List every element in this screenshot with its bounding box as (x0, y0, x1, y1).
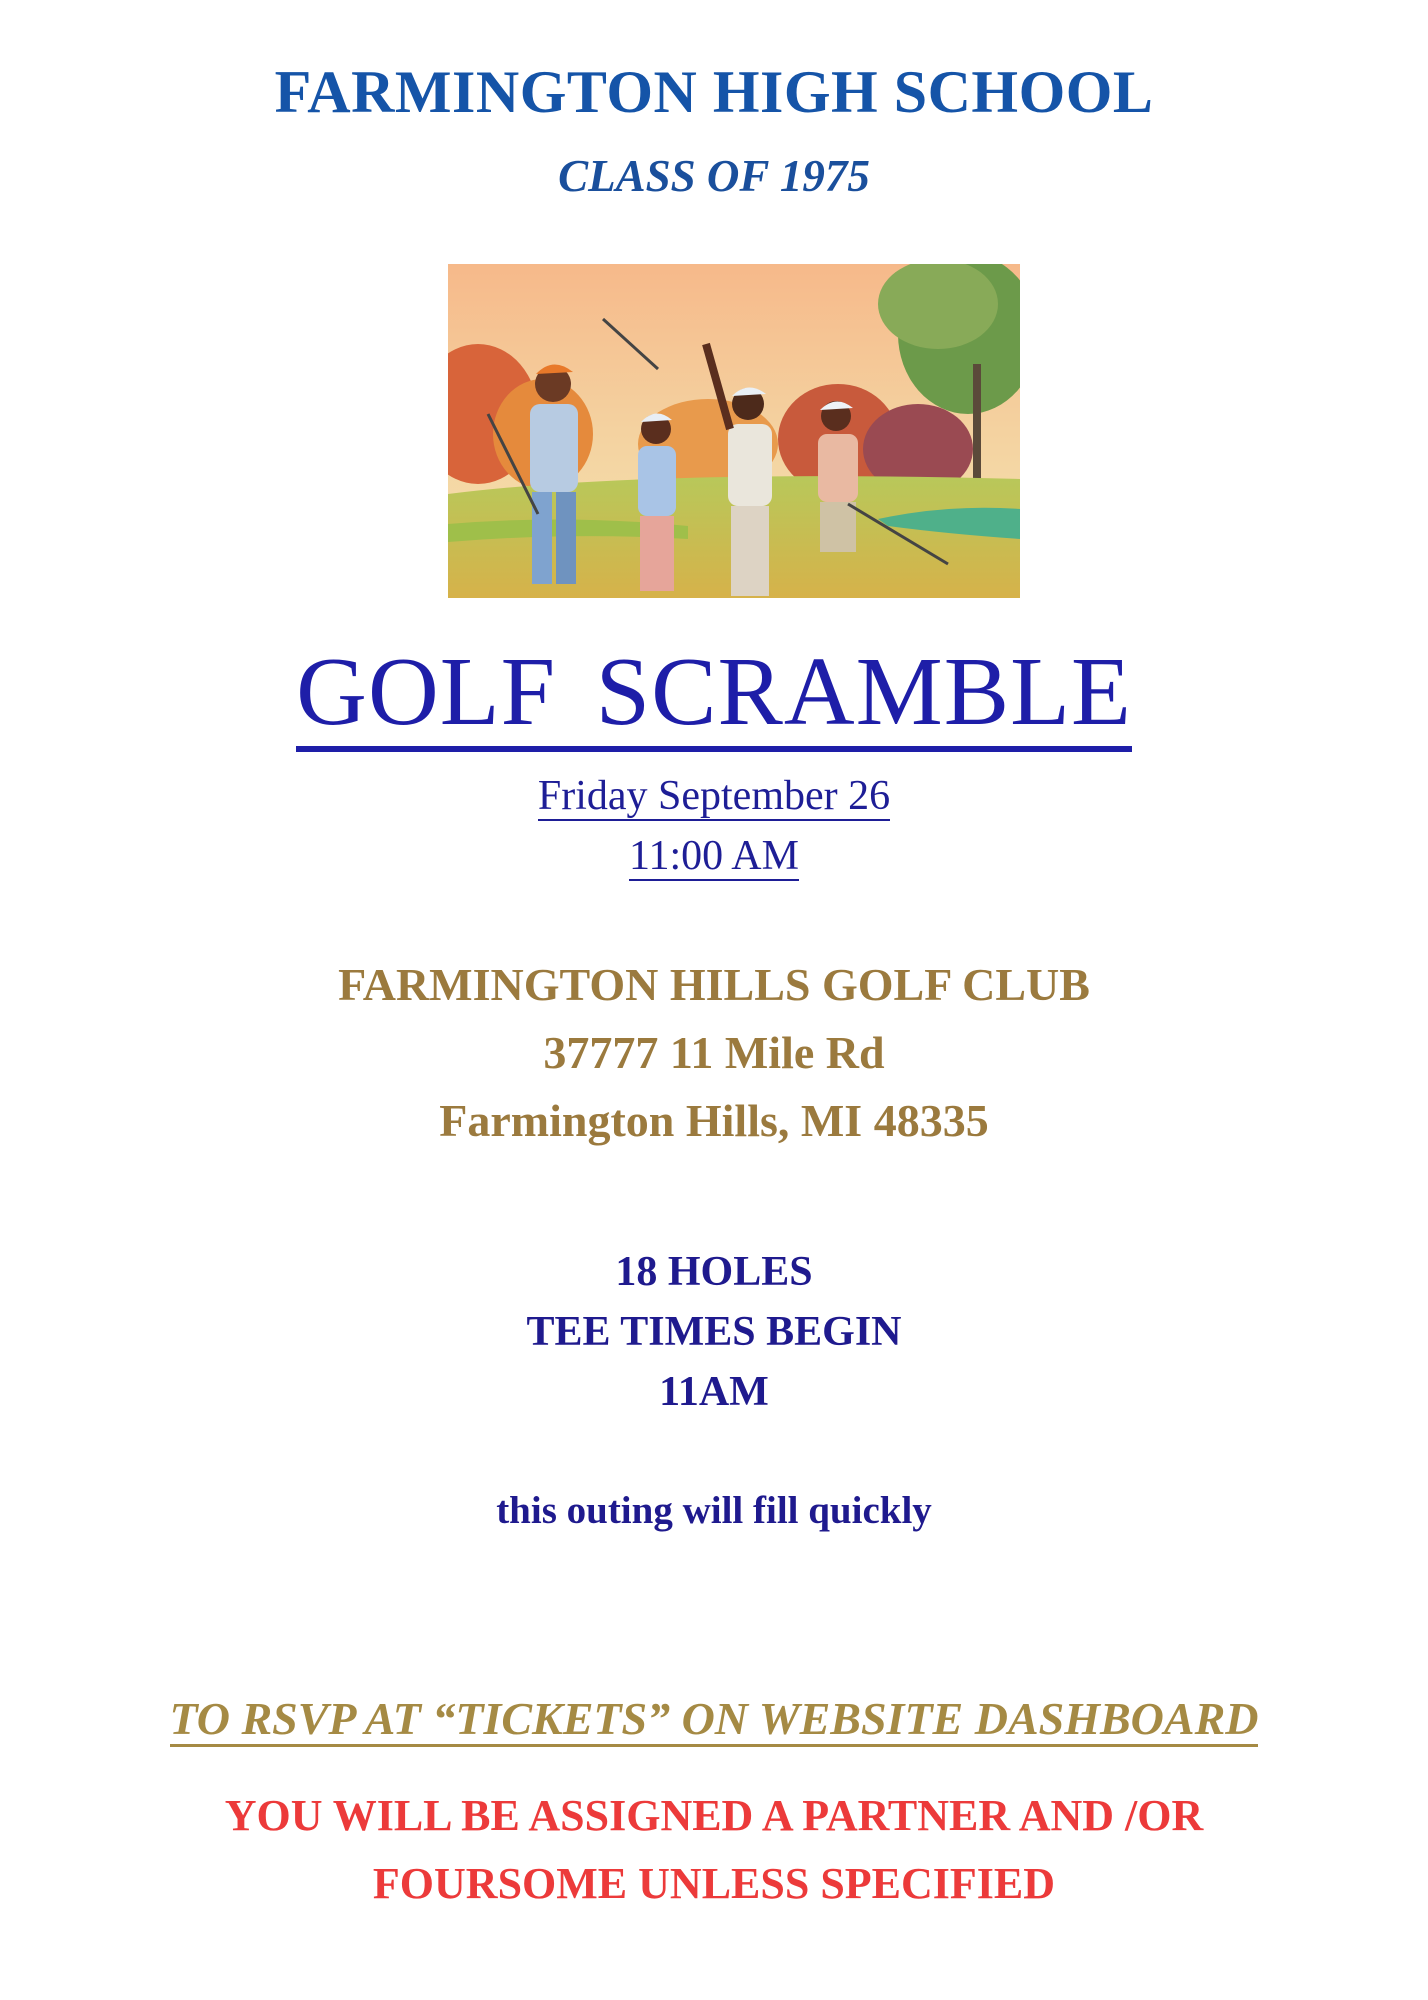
event-title: GOLF SCRAMBLE (0, 636, 1428, 748)
tee-times-label: TEE TIMES BEGIN (526, 1309, 902, 1355)
tee-start-time: 11AM (659, 1369, 769, 1415)
venue-name: FARMINGTON HILLS GOLF CLUB (338, 959, 1090, 1010)
rsvp-instruction: TO RSVP AT “TICKETS” ON WEBSITE DASHBOARD (0, 1692, 1428, 1745)
venue-city: Farmington Hills, MI 48335 (439, 1095, 989, 1146)
partner-notice-line1: YOU WILL BE ASSIGNED A PARTNER AND /OR (224, 1791, 1204, 1840)
event-time: 11:00 AM (629, 833, 799, 879)
holes-count: 18 HOLES (615, 1249, 813, 1295)
golfers-illustration (448, 264, 1020, 598)
venue-street: 37777 11 Mile Rd (543, 1027, 885, 1078)
fill-quickly-note: this outing will fill quickly (496, 1489, 932, 1532)
class-year: CLASS OF 1975 (558, 151, 870, 201)
partner-notice-line2: FOURSOME UNLESS SPECIFIED (372, 1859, 1056, 1908)
school-name: FARMINGTON HIGH SCHOOL (274, 59, 1154, 125)
event-date: Friday September 26 (537, 773, 891, 819)
